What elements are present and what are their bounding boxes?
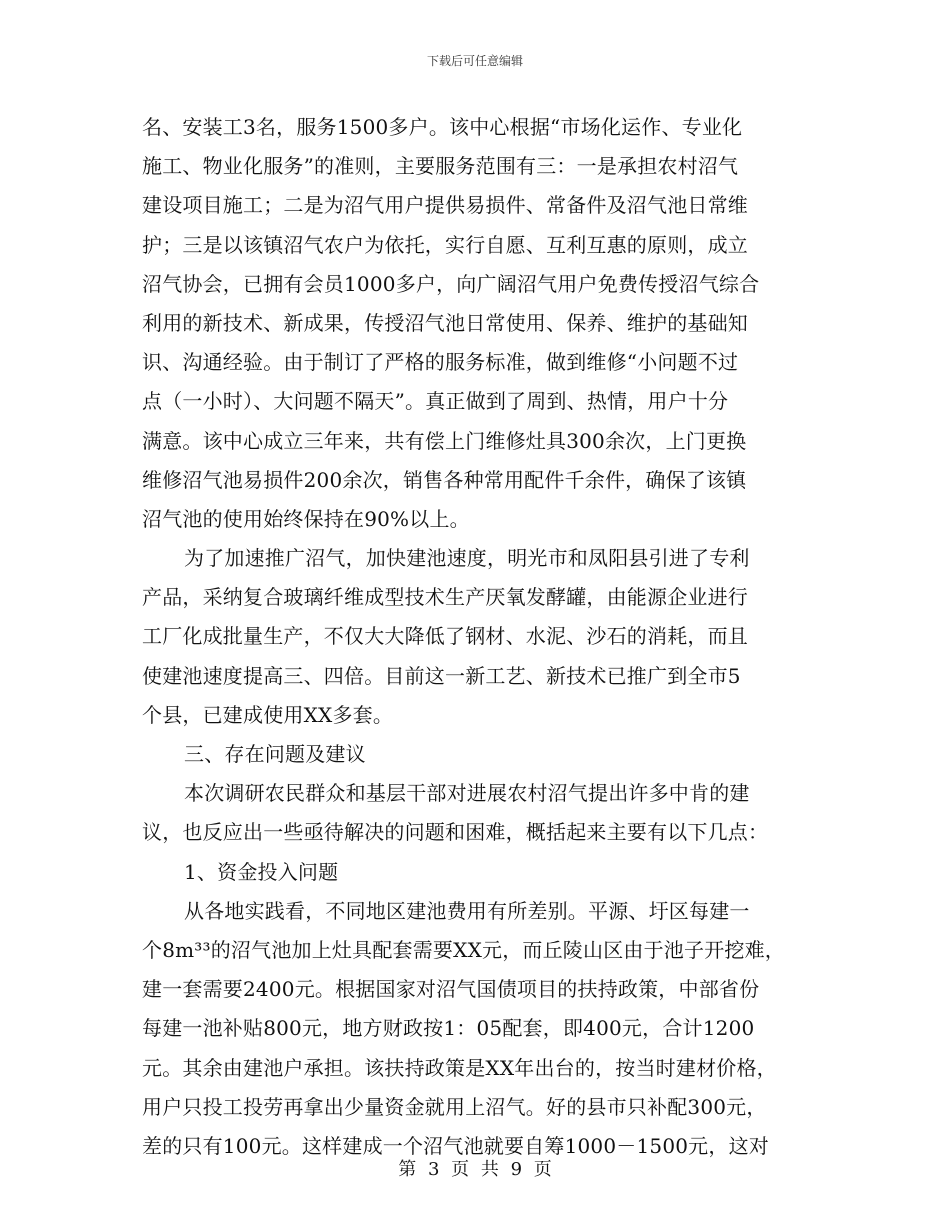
text-line: 建设项目施工；二是为沼气用户提供易损件、常备件及沼气池日常维 [142, 193, 748, 218]
text-line: 议，也反应出一些亟待解决的问题和困难，概括起来主要有以下几点： [142, 820, 769, 845]
document-body [142, 108, 806, 1166]
text-line: 利用的新技术、新成果，传授沼气池日常使用、保养、维护的基础知 [142, 310, 748, 335]
text-line: 三、存在问题及建议 [184, 742, 366, 766]
page-number: 第 3 页 共 9 页 [398, 1159, 552, 1180]
text-line: 工厂化成批量生产，不仅大大降低了钢材、水泥、沙石的消耗，而且 [142, 624, 748, 649]
text-line: 从各地实践看，不同地区建池费用有所差别。平源、圩区每建一 [184, 898, 750, 923]
text-line: 满意。该中心成立三年来，共有偿上门维修灶具300余次，上门更换 [142, 428, 747, 453]
text-line: 使建池速度提高三、四倍。目前这一新工艺、新技术已推广到全市5 [142, 663, 741, 688]
text-line: 为了加速推广沼气，加快建池速度，明光市和凤阳县引进了专利 [184, 546, 750, 571]
text-line: 本次调研农民群众和基层干部对进展农村沼气提出许多中肯的建 [184, 781, 750, 806]
text-line: 用户只投工投劳再拿出少量资金就用上沼气。好的县市只补配300元， [142, 1094, 767, 1119]
page-header: 下载后可任意编辑 [426, 54, 523, 68]
text-line: 沼气协会，已拥有会员1000多户，向广阔沼气用户免费传授沼气综合 [142, 271, 760, 296]
text-line: 维修沼气池易损件200余次，销售各种常用配件千余件，确保了该镇 [142, 467, 747, 492]
text-line: 施工、物业化服务”的准则，主要服务范围有三：一是承担农村沼气 [142, 154, 739, 179]
text-line: 沼气池的使用始终保持在90%以上。 [142, 506, 470, 531]
text-line: 点（一小时）、大问题不隔天”。真正做到了周到、热情，用户十分 [142, 389, 729, 414]
text-line: 建一套需要2400元。根据国家对沼气国债项目的扶持政策，中部省份 [142, 977, 760, 1002]
text-line: 每建一池补贴800元，地方财政按1：05配套，即400元，合计1200 [142, 1016, 755, 1041]
text-line: 差的只有100元。这样建成一个沼气池就要自筹1000－1500元，这对 [142, 1133, 769, 1158]
text-line: 名、安装工3名，服务1500多户。该中心根据“市场化运作、专业化 [142, 115, 743, 139]
text-line: 个8m³³的沼气池加上灶具配套需要XX元，而丘陵山区由于池子开挖难， [142, 937, 786, 962]
text-line: 元。其余由建池户承担。该扶持政策是XX年出台的，按当时建材价格， [142, 1055, 777, 1080]
text-line: 识、沟通经验。由于制订了严格的服务标准，做到维修“小问题不过 [142, 350, 739, 375]
text-line: 1、资金投入问题 [184, 859, 339, 884]
text-line: 产品，采纳复合玻璃纤维成型技术生产厌氧发酵罐，由能源企业进行 [142, 585, 748, 610]
text-line: 护；三是以该镇沼气农户为依托，实行自愿、互利互惠的原则，成立 [142, 232, 748, 257]
text-line: 个县，已建成使用XX多套。 [142, 702, 394, 727]
